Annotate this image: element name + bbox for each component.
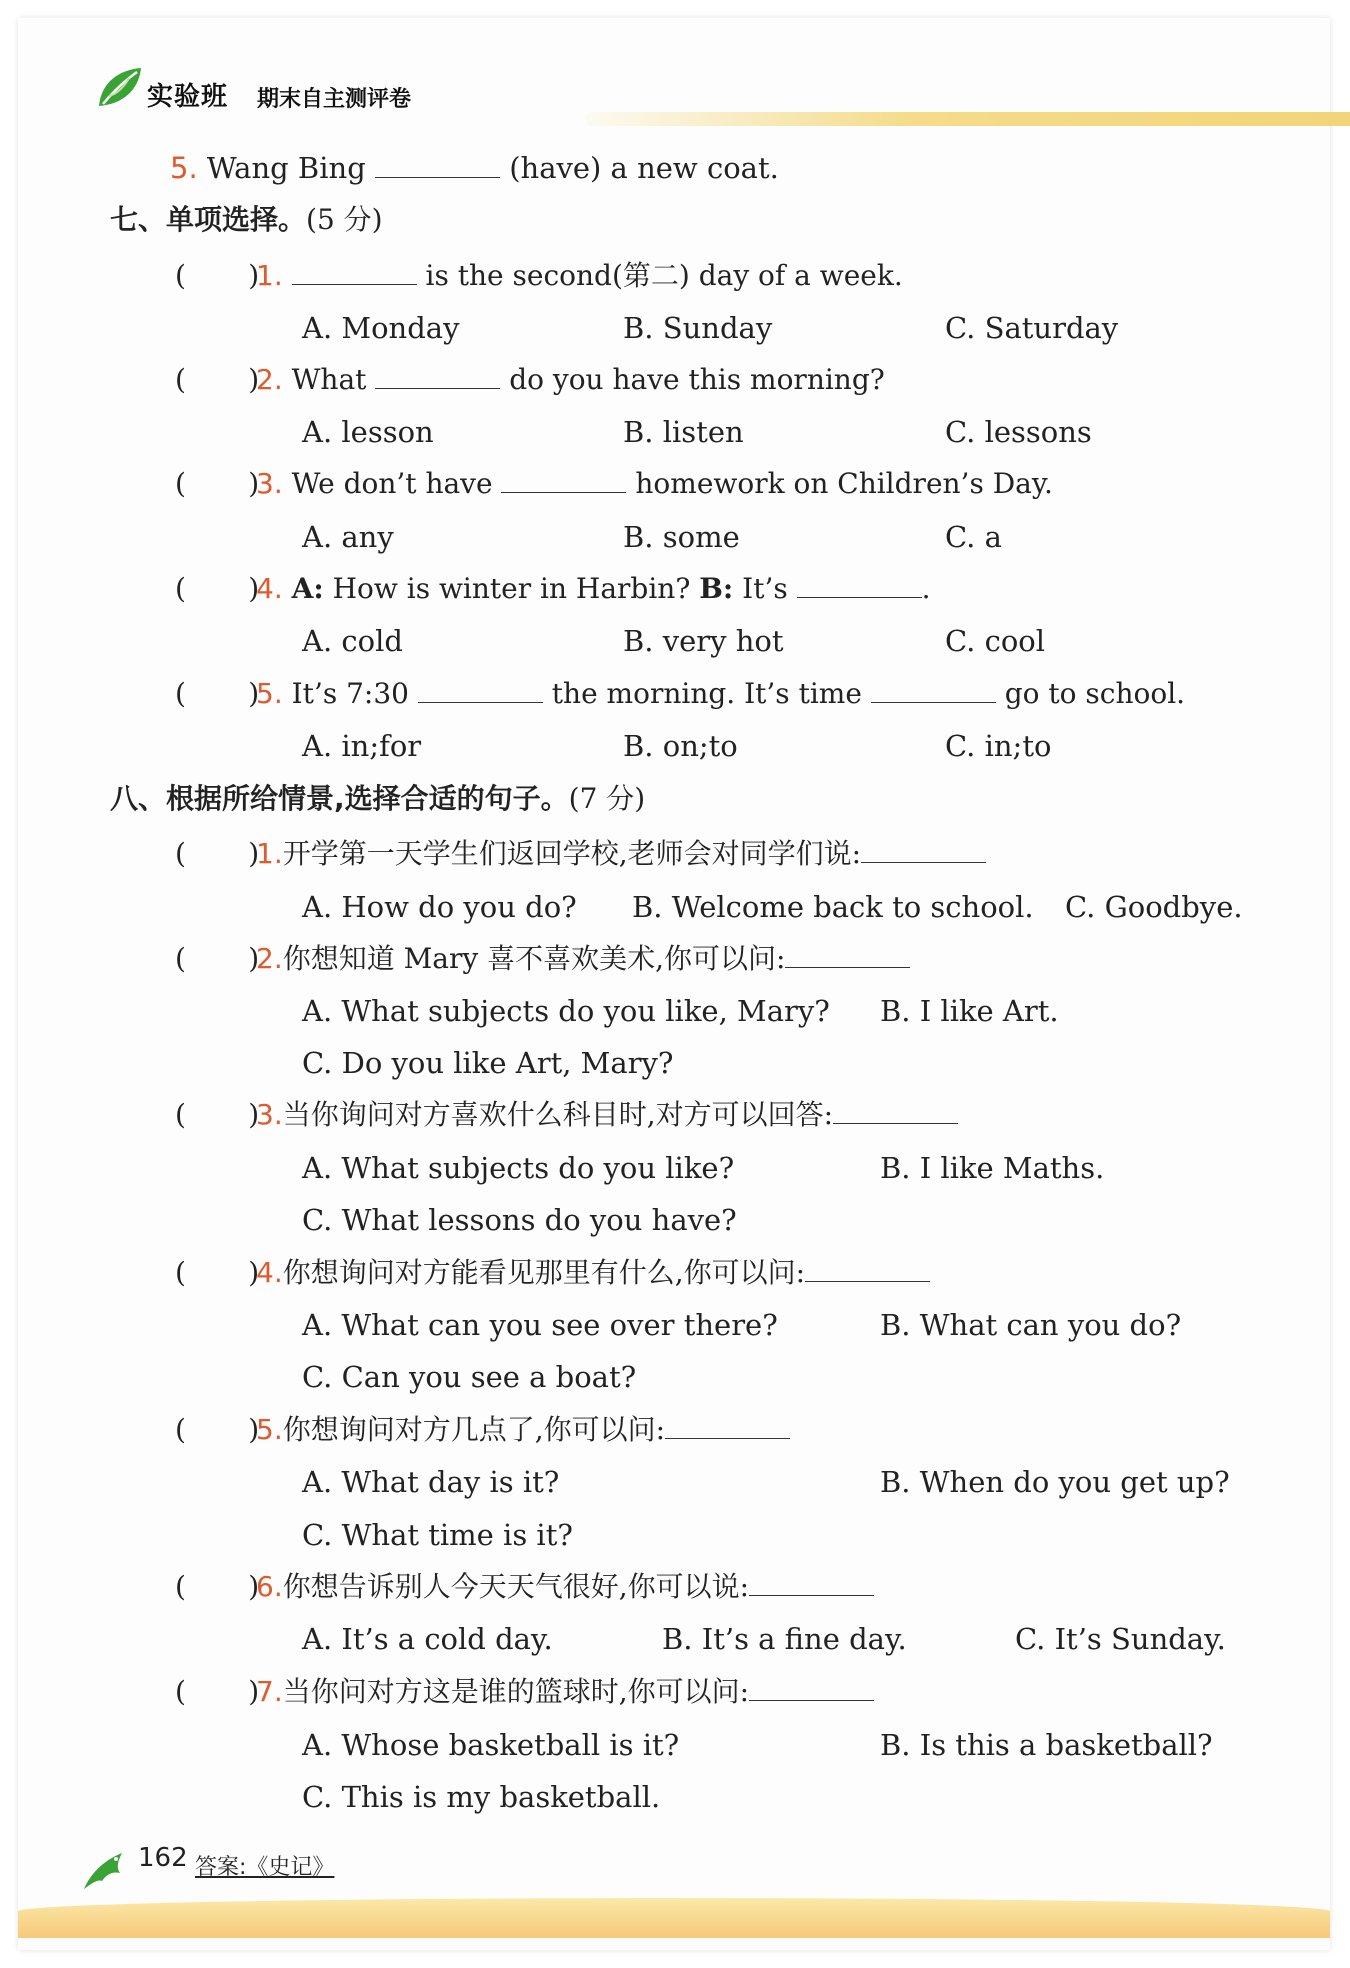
question-text: It’s [742,572,788,605]
question-text: 当你问对方这是谁的篮球时,你可以问: [282,1675,750,1708]
speaker-label: B: [699,572,734,605]
question-number: 7. [256,1675,283,1708]
question-text: 当你询问对方喜欢什么科目时,对方可以回答: [282,1098,834,1131]
section-score: (5 分) [306,203,383,236]
option-c[interactable]: C. Do you like Art, Mary? [302,1046,674,1080]
section-title: 七、单项选择。 [110,203,307,236]
answer-parens[interactable]: ( ) [175,467,260,500]
section-8-heading [110,779,645,819]
question-text: It’s 7:30 [291,677,409,710]
question-number: 5. [256,677,283,710]
answer-blank[interactable] [749,1672,874,1701]
question-text: the morning. It’s time [551,677,862,710]
question-row [256,674,1185,714]
answer-parens[interactable]: ( ) [175,837,260,870]
option-c[interactable]: C. What time is it? [302,1518,573,1552]
question-row [256,1253,930,1293]
option-c[interactable]: C. cool [945,624,1046,658]
question-number: 4. [256,572,283,605]
exam-subtitle: 期末自主测评卷 [257,87,412,112]
header-stripe [585,112,1350,126]
section-score: (7 分) [568,782,646,815]
option-c[interactable]: C. It’s Sunday. [1015,1622,1226,1656]
answer-parens[interactable]: ( ) [175,572,260,605]
option-b[interactable]: B. What can you do? [880,1308,1182,1342]
answer-note: 答案:《史记》 [195,1855,335,1880]
question-number: 3. [256,467,283,500]
option-b[interactable]: B. I like Maths. [880,1151,1105,1185]
answer-parens[interactable]: ( ) [175,1570,260,1603]
option-c[interactable]: C. a [945,520,1002,554]
question-number: 1. [256,259,283,292]
answer-blank[interactable] [797,569,922,598]
question-number: 3. [256,1098,283,1131]
question-row [256,360,885,400]
question-number: 1. [256,837,283,870]
question-text: 你想询问对方能看见那里有什么,你可以问: [282,1256,806,1289]
option-a[interactable]: A. Whose basketball is it? [302,1728,680,1762]
option-b[interactable]: B. Is this a basketball? [880,1728,1213,1762]
option-a[interactable]: A. What subjects do you like, Mary? [302,994,830,1028]
option-b[interactable]: B. on;to [623,729,738,763]
answer-blank[interactable] [292,256,417,285]
answer-blank[interactable] [871,674,996,703]
option-a[interactable]: A. cold [302,624,403,658]
question-number: 2. [256,942,283,975]
question-text: 你想知道 Mary 喜不喜欢美术,你可以问: [282,942,786,975]
option-a[interactable]: A. What day is it? [302,1465,560,1499]
question-row [256,1095,958,1135]
question-number: 2. [256,363,283,396]
option-b[interactable]: B. It’s a fine day. [662,1622,907,1656]
answer-parens[interactable]: ( ) [175,363,260,396]
answer-parens[interactable]: ( ) [175,942,260,975]
option-b[interactable]: B. I like Art. [880,994,1059,1028]
question-text: 你想告诉别人今天天气很好,你可以说: [282,1570,750,1603]
prev-question [170,148,779,188]
speaker-label: A: [291,572,324,605]
section-title: 八、根据所给情景,选择合适的句子。 [110,782,569,815]
option-b[interactable]: B. When do you get up? [880,1465,1230,1499]
question-text: (have) a new coat. [509,151,779,185]
question-text: . [921,572,931,605]
option-c[interactable]: C. Goodbye. [1065,890,1243,924]
question-row [256,834,986,874]
question-number: 4. [256,1256,283,1289]
answer-blank[interactable] [418,674,543,703]
question-number: 6. [256,1570,283,1603]
option-b[interactable]: B. some [623,520,740,554]
option-b[interactable]: B. Welcome back to school. [632,890,1034,924]
question-row [256,256,903,296]
question-row [256,939,910,979]
question-number: 5. [170,151,198,185]
question-text: Wang Bing [206,151,366,185]
question-row [256,1672,874,1712]
leaf-logo-icon [95,66,145,110]
option-b[interactable]: B. Sunday [623,311,773,345]
footer-stripe [18,1898,1330,1938]
question-row [256,569,931,609]
question-text: is the second(第二) day of a week. [425,259,903,292]
question-text: How is winter in Harbin? [332,572,691,605]
question-text: 开学第一天学生们返回学校,老师会对同学们说: [282,837,862,870]
dolphin-icon [80,1845,130,1895]
brand-title: 实验班 [147,82,229,112]
section-7-heading [110,200,383,240]
answer-parens[interactable]: ( ) [175,1256,260,1289]
answer-blank[interactable] [833,1095,958,1124]
answer-blank[interactable] [785,939,910,968]
question-row [256,1410,790,1450]
option-a[interactable]: A. What can you see over there? [302,1308,778,1342]
question-text: 你想询问对方几点了,你可以问: [282,1413,666,1446]
option-b[interactable]: B. very hot [623,624,784,658]
answer-parens[interactable]: ( ) [175,259,260,292]
option-a[interactable]: A. any [302,520,394,554]
answer-blank[interactable] [375,360,500,389]
answer-parens[interactable]: ( ) [175,1098,260,1131]
answer-blank[interactable] [861,834,986,863]
answer-blank[interactable] [665,1410,790,1439]
question-number: 5. [256,1413,283,1446]
option-c[interactable]: C. Saturday [945,311,1119,345]
option-c[interactable]: C. Can you see a boat? [302,1360,637,1394]
answer-blank[interactable] [501,464,626,493]
question-row [256,464,1053,504]
page-number: 162 [138,1843,188,1873]
option-a[interactable]: A. It’s a cold day. [302,1622,553,1656]
answer-blank[interactable] [805,1253,930,1282]
option-a[interactable]: A. in;for [302,729,422,763]
option-c[interactable]: C. What lessons do you have? [302,1203,737,1237]
answer-parens[interactable]: ( ) [175,677,260,710]
option-a[interactable]: A. Monday [302,311,460,345]
question-text: do you have this morning? [509,363,885,396]
question-text: homework on Children’s Day. [635,467,1053,500]
answer-blank[interactable] [749,1567,874,1596]
option-a[interactable]: A. How do you do? [302,890,577,924]
question-text: go to school. [1004,677,1186,710]
answer-blank[interactable] [375,149,500,178]
option-c[interactable]: C. lessons [945,415,1092,449]
option-a[interactable]: A. What subjects do you like? [302,1151,735,1185]
option-c[interactable]: C. in;to [945,729,1052,763]
answer-parens[interactable]: ( ) [175,1675,260,1708]
option-a[interactable]: A. lesson [302,415,434,449]
question-row [256,1567,874,1607]
answer-parens[interactable]: ( ) [175,1413,260,1446]
option-c[interactable]: C. This is my basketball. [302,1780,661,1814]
option-b[interactable]: B. listen [623,415,744,449]
question-text: We don’t have [291,467,493,500]
question-text: What [291,363,367,396]
